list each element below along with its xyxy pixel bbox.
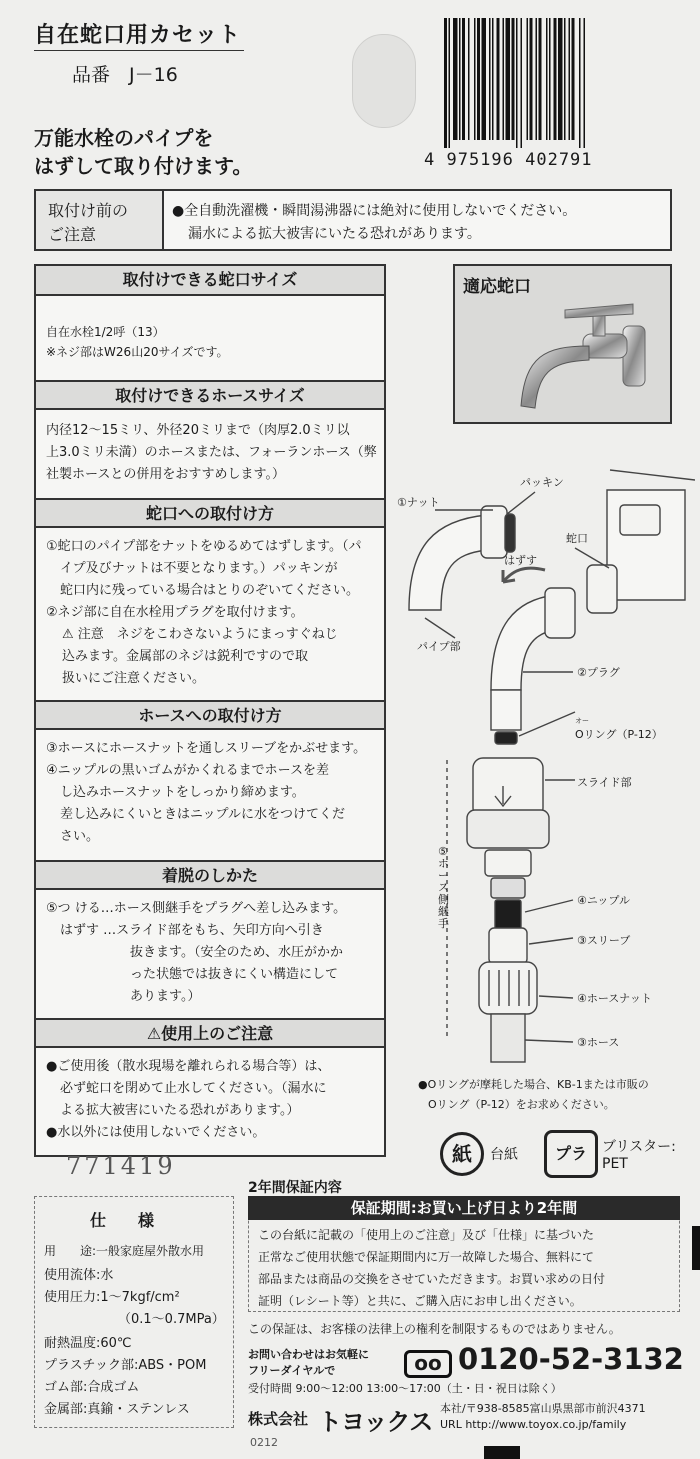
pre-install-notice [34,189,672,251]
barcode-bar [527,18,529,140]
contact-line-2: フリーダイヤルで [248,1364,336,1377]
label-hose: ③ホース [577,1036,620,1049]
warranty-banner: 保証期間:お買い上げ日より2年間 [248,1196,680,1220]
plastic-mark: プラ [554,1144,587,1163]
hose-size-heading: 取付けできるホースサイズ [36,380,384,410]
warranty-line-2: 正常なご使用状態で保証期間内に万一故障した場合、無料にて [258,1250,595,1264]
oring-note-2: Oリング（P-12）をお求めください。 [428,1098,615,1111]
faucet-attach-line-5: ⚠ 注意 ネジをこわさないようにまっすぐねじ [62,627,338,642]
detach-heading: 着脱のしかた [36,860,384,890]
usage-heading: ⚠使用上のご注意 [36,1018,384,1048]
hose-attach-line-4: 差し込みにくいときはニップルに水をつけてくだ [60,807,345,822]
label-oring: Oリング（P-12） [575,728,663,741]
label-pipe: パイプ部 [417,640,461,653]
paper-recycle-icon [440,1132,484,1176]
label-sleeve: ③スリーブ [577,934,631,947]
hose-size-line-3: 社製ホースとの併用をおすすめします。） [46,467,285,482]
faucet-attach-line-2: イプ及びナットは不要となります。）パッキンが [60,561,338,576]
hose-size-line-2: 上3.0ミリ未満）のホースまたは、フォーランホース（弊 [46,445,377,460]
plastic-recycle-icon [544,1130,598,1178]
notice-label-1: 取付け前の [48,201,129,220]
oring-note-1: ●Oリングが摩耗した場合、KB-1または市販の [418,1078,649,1091]
hang-hole [352,34,416,128]
company-logo: トヨックス [318,1408,433,1436]
warranty-line-1: この台紙に記載の「使用上のご注意」及び「仕様」に基づいた [258,1228,595,1242]
freedial-icon [404,1350,452,1378]
barcode-bar [536,18,538,140]
label-nipple: ④ニップル [577,894,630,907]
freedial-mark: oo [414,1351,442,1375]
barcode-bar [503,18,505,140]
contact-line-1: お問い合わせはお気軽に [248,1348,369,1361]
barcode-bar [569,18,571,140]
notice-text-1: ●全自動洗濯機・瞬間湯沸器には絶対に使用しないでください。 [172,203,577,219]
company-address: 本社/〒938-8585富山県黒部市前沢4371 [440,1402,646,1415]
hose-attach-line-2: ④ニップルの黒いゴムがかくれるまでホースを差 [46,763,329,778]
detach-line-5: あります。） [130,989,201,1004]
detach-line-3: 抜きます。（安全のため、水圧がかか [130,945,343,960]
paper-mark: 紙 [452,1142,472,1166]
barcode-bar [477,18,480,140]
barcode-bar [546,18,548,140]
label-hose-nut: ④ホースナット [577,992,652,1005]
faucet-size-heading: 取付けできる蛇口サイズ [36,266,384,296]
contact-hours: 受付時間 9:00～12:00 13:00～17:00（土・日・祝日は除く） [248,1382,562,1395]
spec-row-3: 使用圧力:1～7kgf/cm² [44,1290,180,1305]
company-url: URL http://www.toyox.co.jp/family [440,1418,627,1431]
spec-row-8: 金属部:真鍮・ステンレス [44,1402,190,1417]
barcode-bar [572,18,575,140]
spec-row-6: プラスチック部:ABS・POM [44,1358,207,1373]
barcode-bar [444,18,447,148]
barcode-bar [489,18,491,140]
warranty-line-4: 証明（レシート等）と共に、ご購入店にお申し出ください。 [258,1294,582,1308]
warranty-line-3: 部品または商品の交換をさせていただきます。お買い求めの日付 [258,1272,606,1286]
spec-row-1: 用 途:一般家庭屋外散水用 [44,1244,205,1258]
instructions-panel [34,264,386,1157]
barcode-bar [506,18,511,140]
label-packing: パッキン [520,476,564,489]
detach-line-1: ⑤つ ける…ホース側継手をプラグへ差し込みます。 [46,901,347,916]
faucet-attach-line-7: 扱いにご注意ください。 [62,671,206,686]
usage-line-2: 必ず蛇口を閉めて止水してください。（漏水に [60,1081,327,1096]
barcode-bar [579,18,581,148]
usage-line-3: よる拡大被害にいたる恐れがあります。） [60,1103,300,1118]
faucet-size-line-1: 自在水栓1/2呼（13） [46,325,165,339]
barcode-bar [474,18,476,140]
barcode-bar [554,18,557,140]
hose-attach-line-1: ③ホースにホースナットを通しスリーブをかぶせます。 [46,741,367,756]
edge-mark-right [692,1226,700,1270]
barcode-bar [539,18,542,140]
label-faucet: 蛇口 [566,532,588,545]
label-nut: ①ナット [397,496,440,509]
label-hose-joint: ⑤ホース側継手 [438,845,449,930]
barcode-bar [558,18,563,140]
compatible-faucet-title: 適応蛇口 [463,277,531,297]
faucet-attach-line-6: 込みます。金属部のネジは鋭利ですので取 [62,649,308,664]
faucet-attach-line-3: 蛇口内に残っている場合はとりのぞいてください。 [60,583,360,598]
phone-number: 0120-52-3132 [458,1342,684,1376]
detach-line-2: はずす …スライド部をもち、矢印方向へ引き [60,923,324,938]
hose-attach-heading: ホースへの取付け方 [36,700,384,730]
subtitle-line-2: はずして取り付けます。 [34,154,253,178]
barcode-number: 4 975196 402791 [424,150,593,170]
model-number: 品番 J－16 [72,64,178,86]
label-plug: ②プラグ [577,666,620,679]
faucet-attach-line-1: ①蛇口のパイプ部をナットをゆるめてはずします。（パ [46,539,362,554]
barcode-bar [449,18,451,148]
paper-label: 台紙 [490,1147,518,1163]
faucet-size-line-2: ※ネジ部はW26山20サイズです。 [46,345,229,359]
hose-size-line-1: 内径12～15ミリ、外径20ミリまで（肉厚2.0ミリ以 [46,423,350,438]
spec-row-2: 使用流体:水 [44,1268,114,1283]
barcode [440,18,655,148]
barcode-bar [530,18,533,140]
label-slide: スライド部 [577,776,632,789]
hose-attach-line-5: さい。 [60,829,100,844]
spec-row-5: 耐熱温度:60℃ [44,1336,132,1351]
spec-heading: 仕 様 [90,1211,155,1230]
faucet-photo-icon [505,296,665,416]
assembly-diagram [395,450,695,1070]
plastic-label-1: ブリスター: [602,1139,676,1155]
barcode-bar [492,18,494,140]
label-remove: はずす [504,554,537,567]
barcode-bar [453,18,458,140]
company-prefix: 株式会社 [248,1410,309,1428]
barcode-bar [549,18,551,140]
notice-text-2: 漏水による拡大被害にいたる恐れがあります。 [188,226,481,242]
lot-number: 771419 [66,1152,176,1180]
spec-row-4: （0.1～0.7MPa） [118,1312,225,1327]
product-title: 自在蛇口用カセット [34,23,242,48]
faucet-attach-heading: 蛇口への取付け方 [36,498,384,528]
warranty-footnote: この保証は、お客様の法律上の権利を制限するものではありません。 [248,1322,621,1336]
notice-label-2: ご注意 [48,225,97,244]
title-underline [34,50,244,51]
detach-line-4: った状態では抜きにくい構造にして [130,967,339,982]
usage-line-1: ●ご使用後（散水現場を離れられる場合等）は、 [46,1059,331,1074]
barcode-bar [512,18,515,140]
warranty-title: 2年間保証内容 [248,1180,342,1196]
subtitle-line-1: 万能水栓のパイプを [34,126,214,150]
barcode-bar [497,18,500,140]
label-oring-ruby: オー [575,717,589,725]
faucet-attach-line-4: ②ネジ部に自在水栓用プラグを取付けます。 [46,605,304,620]
barcode-bar [468,18,470,140]
print-code: 0212 [250,1436,278,1449]
barcode-bar [516,18,518,148]
barcode-bar [482,18,487,140]
barcode-bar [459,18,461,140]
barcode-bar [584,18,586,148]
compatible-faucet-panel [453,264,672,424]
barcode-bar [521,18,523,148]
barcode-bar [462,18,465,140]
plastic-label-2: PET [602,1156,628,1172]
usage-line-4: ●水以外には使用しないでください。 [46,1125,266,1140]
barcode-bar [564,18,566,140]
hose-attach-line-3: し込みホースナットをしっかり締めます。 [60,785,305,800]
edge-mark-bottom [484,1446,520,1459]
spec-row-7: ゴム部:合成ゴム [44,1380,140,1395]
